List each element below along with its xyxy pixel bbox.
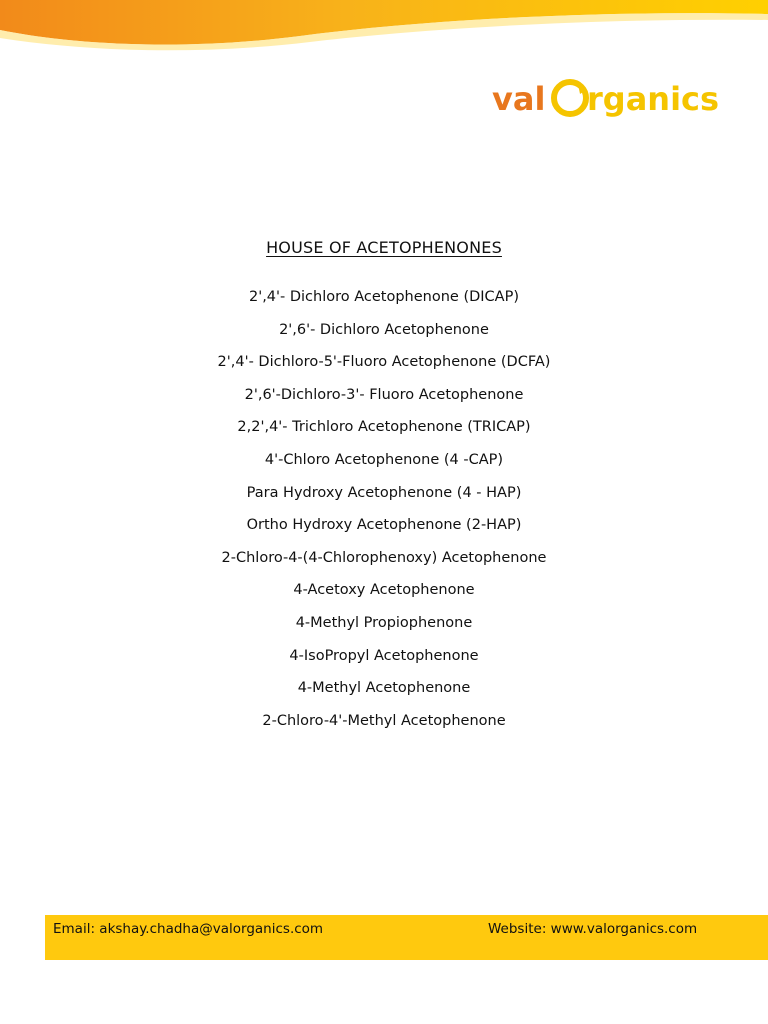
list-item: 2-Chloro-4'-Methyl Acetophenone <box>262 712 506 729</box>
list-item: 4'-Chloro Acetophenone (4 -CAP) <box>264 451 504 468</box>
product-list <box>0 283 768 739</box>
list-item: 4-Methyl Propiophenone <box>295 614 473 631</box>
list-item: 4-IsoPropyl Acetophenone <box>289 647 479 664</box>
list-item: 2-Chloro-4-(4-Chlorophenoxy) Acetophenone <box>221 549 547 566</box>
list-item: Para Hydroxy Acetophenone (4 - HAP) <box>246 484 522 501</box>
list-item: 2',6'-Dichloro-3'- Fluoro Acetophenone <box>244 386 524 403</box>
list-item: 4-Acetoxy Acetophenone <box>293 582 475 599</box>
list-item: 2',6'- Dichloro Acetophenone <box>279 321 489 338</box>
logo-text-val: val <box>492 80 546 118</box>
document-title: HOUSE OF ACETOPHENONES <box>266 238 502 257</box>
footer-website: Website: www.valorganics.com <box>488 921 698 937</box>
footer-contact-bar <box>45 915 768 960</box>
list-item: 4-Methyl Acetophenone <box>297 680 471 697</box>
list-item: 2',4'- Dichloro Acetophenone (DICAP) <box>248 289 519 305</box>
list-item: Ortho Hydroxy Acetophenone (2-HAP) <box>246 517 522 534</box>
list-item: 2,2',4'- Trichloro Acetophenone (TRICAP) <box>237 419 531 436</box>
header-wave-band <box>0 0 768 70</box>
footer-email: Email: akshay.chadha@valorganics.com <box>53 921 324 937</box>
list-item: 2',4'- Dichloro-5'-Fluoro Acetophenone (DCFA) <box>217 354 551 371</box>
logo-text-rganics: rganics <box>587 80 720 118</box>
valorganics-logo <box>490 68 720 128</box>
